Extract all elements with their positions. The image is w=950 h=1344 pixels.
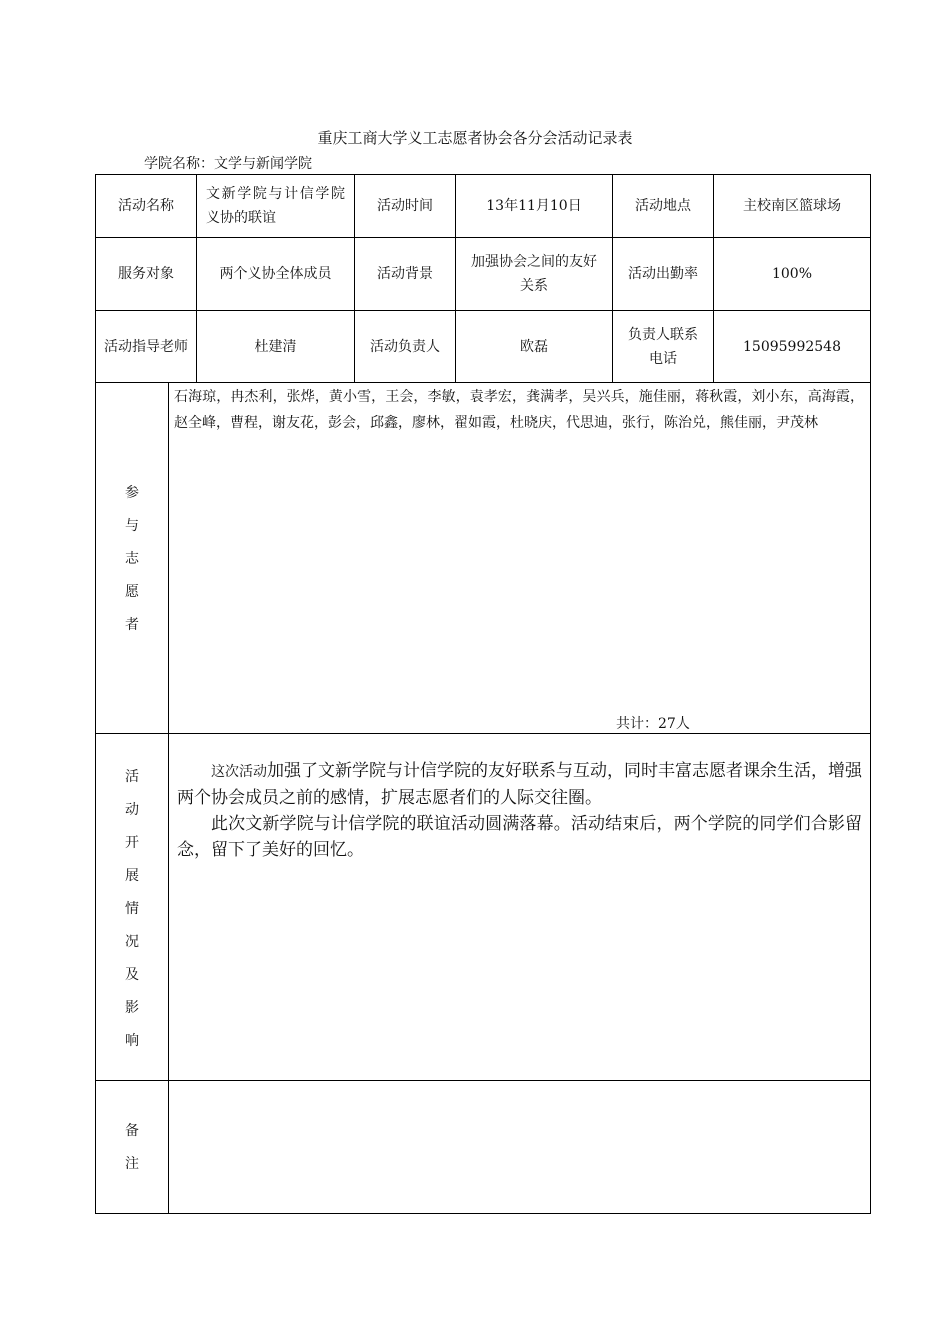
activity-background-value: 加强协会之间的友好关系 bbox=[471, 254, 597, 294]
activity-section bbox=[95, 733, 871, 1081]
activity-label: 活 动 开 展 情 况 及 影 响 bbox=[125, 769, 139, 1049]
activity-time-label: 活动时间 bbox=[377, 198, 433, 214]
activity-time-value: 13年11月10日 bbox=[486, 198, 582, 214]
form-title: 重庆工商大学义工志愿者协会各分会活动记录表 bbox=[317, 129, 633, 147]
activity-paragraph-2: 此次文新学院与计信学院的联谊活动圆满落幕。活动结束后，两个学院的同学们合影留念，留下了美好的回忆。 bbox=[177, 814, 862, 860]
activity-place-value: 主校南区篮球场 bbox=[743, 198, 841, 214]
attendance-label: 活动出勤率 bbox=[628, 266, 698, 282]
activity-description bbox=[177, 758, 862, 863]
volunteer-total: 共计：27人 bbox=[616, 716, 690, 732]
service-target-label: 服务对象 bbox=[118, 266, 174, 282]
remarks-section bbox=[95, 1080, 871, 1214]
volunteers-section bbox=[95, 382, 871, 734]
activity-background-label: 活动背景 bbox=[377, 266, 433, 282]
leader-label: 活动负责人 bbox=[370, 339, 440, 355]
leader-value: 欧磊 bbox=[520, 339, 548, 355]
volunteer-names: 石海琼，冉杰利，张烨，黄小雪，王会，李敏，袁孝宏，龚满孝，吴兴兵，施佳丽，蒋秋霞，刘小东，高海霞，赵全峰，曹程，谢友花，彭会，邱鑫，廖林，翟如霞，杜晓庆，代思迪，张行，陈治兑，熊佳丽，尹茂林 bbox=[174, 389, 864, 431]
activity-paragraph-1: 这次活动加强了文新学院与计信学院的友好联系与互动，同时丰富志愿者课余生活，增强两个协会成员之前的感情，扩展志愿者们的人际交往圈。 bbox=[177, 761, 862, 808]
service-target-value: 两个义协全体成员 bbox=[219, 266, 332, 282]
attendance-value: 100% bbox=[771, 266, 813, 282]
advisor-value: 杜建清 bbox=[254, 339, 297, 355]
activity-place-label: 活动地点 bbox=[635, 198, 691, 214]
college-name: 学院名称：文学与新闻学院 bbox=[144, 156, 312, 172]
advisor-label: 活动指导老师 bbox=[104, 339, 188, 355]
activity-name-label: 活动名称 bbox=[118, 198, 174, 214]
info-table bbox=[95, 174, 871, 383]
activity-name-value: 文新学院与计信学院义协的联谊 bbox=[206, 186, 345, 226]
leader-phone-label: 负责人联系电话 bbox=[628, 327, 698, 367]
remarks-label: 备 注 bbox=[125, 1123, 139, 1172]
leader-phone-value: 15095992548 bbox=[743, 339, 841, 355]
volunteers-label: 参 与 志 愿 者 bbox=[125, 485, 139, 633]
